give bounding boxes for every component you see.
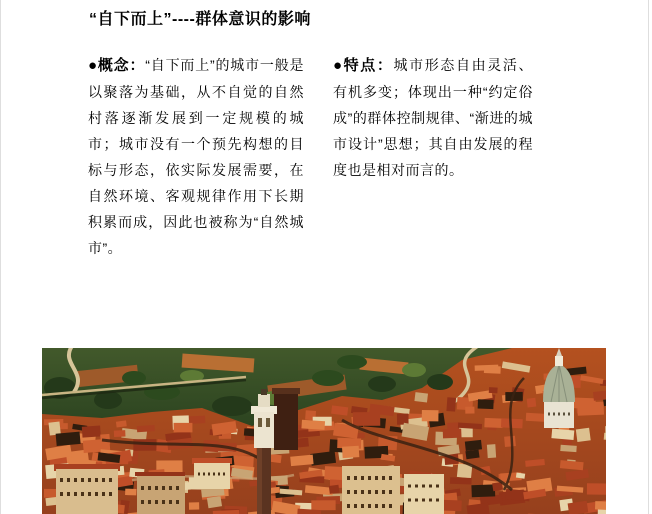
features-text: 城市形态自由灵活、有机多变；体现出一种“约定俗成”的群体控制规律、“渐进的城市设计”思想；其自由发展的程度也是相对而言的。 xyxy=(333,57,534,178)
features-section xyxy=(333,52,533,261)
page-left-edge xyxy=(0,0,1,514)
photo-dark-palazzo xyxy=(272,388,300,450)
concept-label: ●概念： xyxy=(88,57,146,74)
city-photo-svg xyxy=(42,348,606,514)
concept-text: “自下而上”的城市一般是以聚落为基础，从不自觉的自然村落逐渐发展到一定规模的城市；城市没有一个预先构想的目标与形态，依实际发展需要，在自然环境、客观规律作用下长期积累而成，因此也被称为“自然城市”。 xyxy=(88,57,305,256)
siena-city-photo xyxy=(42,348,606,514)
slide-body xyxy=(88,52,533,261)
page-right-edge xyxy=(648,0,649,514)
concept-section xyxy=(88,52,304,261)
slide-title: “自下而上”----群体意识的影响 xyxy=(89,11,311,28)
features-label: ●特点： xyxy=(333,57,394,74)
